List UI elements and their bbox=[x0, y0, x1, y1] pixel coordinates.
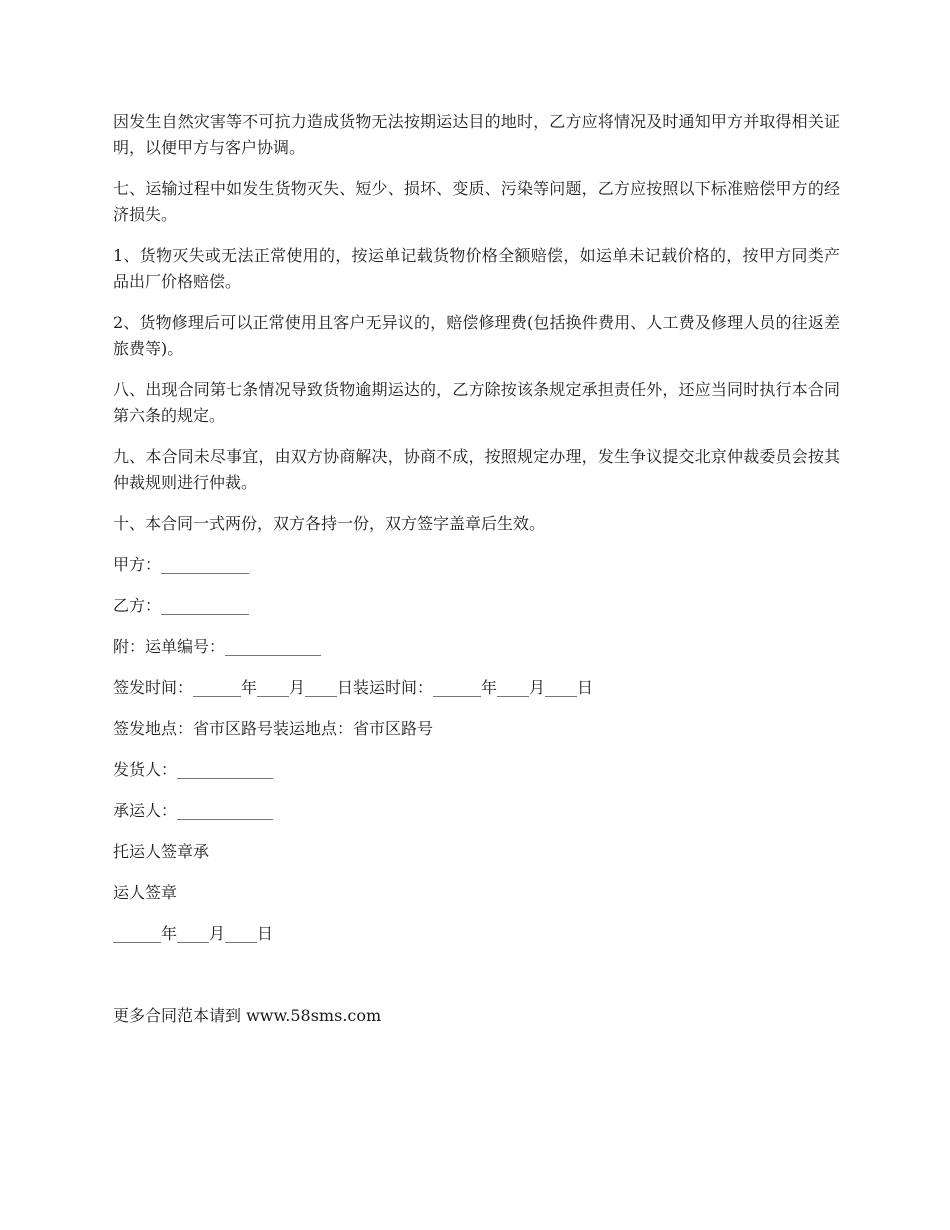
carrier-seal-line: 运人签章 bbox=[113, 883, 178, 902]
waybill-number-line: 附：运单编号：____________ bbox=[113, 637, 322, 656]
party-a-signature-line: 甲方：___________ bbox=[113, 555, 250, 574]
issue-time-line: 签发时间：______年____月____日装运时间：______年____月____日 bbox=[113, 678, 594, 697]
issue-place-line: 签发地点：省市区路号装运地点：省市区路号 bbox=[113, 719, 434, 738]
paragraph-clause-7: 七、运输过程中如发生货物灭失、短少、损坏、变质、污染等问题，乙方应按照以下标准赔偿甲方的经济损失。 bbox=[113, 179, 840, 224]
paragraph-clause-7-item-1: 1、货物灭失或无法正常使用的，按运单记载货物价格全额赔偿，如运单未记载价格的，按甲方同类产品出厂价格赔偿。 bbox=[113, 246, 840, 291]
shipper-line: 发货人：____________ bbox=[113, 760, 274, 779]
clause-10-copies: 十、本合同一式两份，双方各持一份，双方签字盖章后生效。 bbox=[113, 514, 546, 533]
paragraph-force-majeure: 因发生自然灾害等不可抗力造成货物无法按期运达目的地时，乙方应将情况及时通知甲方并取得相关证明，以便甲方与客户协调。 bbox=[113, 112, 840, 157]
paragraph-clause-8: 八、出现合同第七条情况导致货物逾期运达的，乙方除按该条规定承担责任外，还应当同时执行本合同第六条的规定。 bbox=[113, 380, 840, 425]
paragraph-clause-7-item-2: 2、货物修理后可以正常使用且客户无异议的，赔偿修理费(包括换件费用、人工费及修理人员的往返差旅费等)。 bbox=[113, 313, 840, 358]
footer-more-contracts: 更多合同范本请到 www.58sms.com bbox=[113, 1006, 382, 1025]
party-b-signature-line: 乙方：___________ bbox=[113, 596, 250, 615]
document-page bbox=[113, 109, 840, 1044]
consignor-seal-line: 托运人签章承 bbox=[113, 842, 210, 861]
carrier-line: 承运人：____________ bbox=[113, 801, 274, 820]
date-line: ______年____月____日 bbox=[113, 924, 274, 943]
paragraph-clause-9: 九、本合同未尽事宜，由双方协商解决，协商不成，按照规定办理，发生争议提交北京仲裁委员会按其仲裁规则进行仲裁。 bbox=[113, 447, 840, 492]
